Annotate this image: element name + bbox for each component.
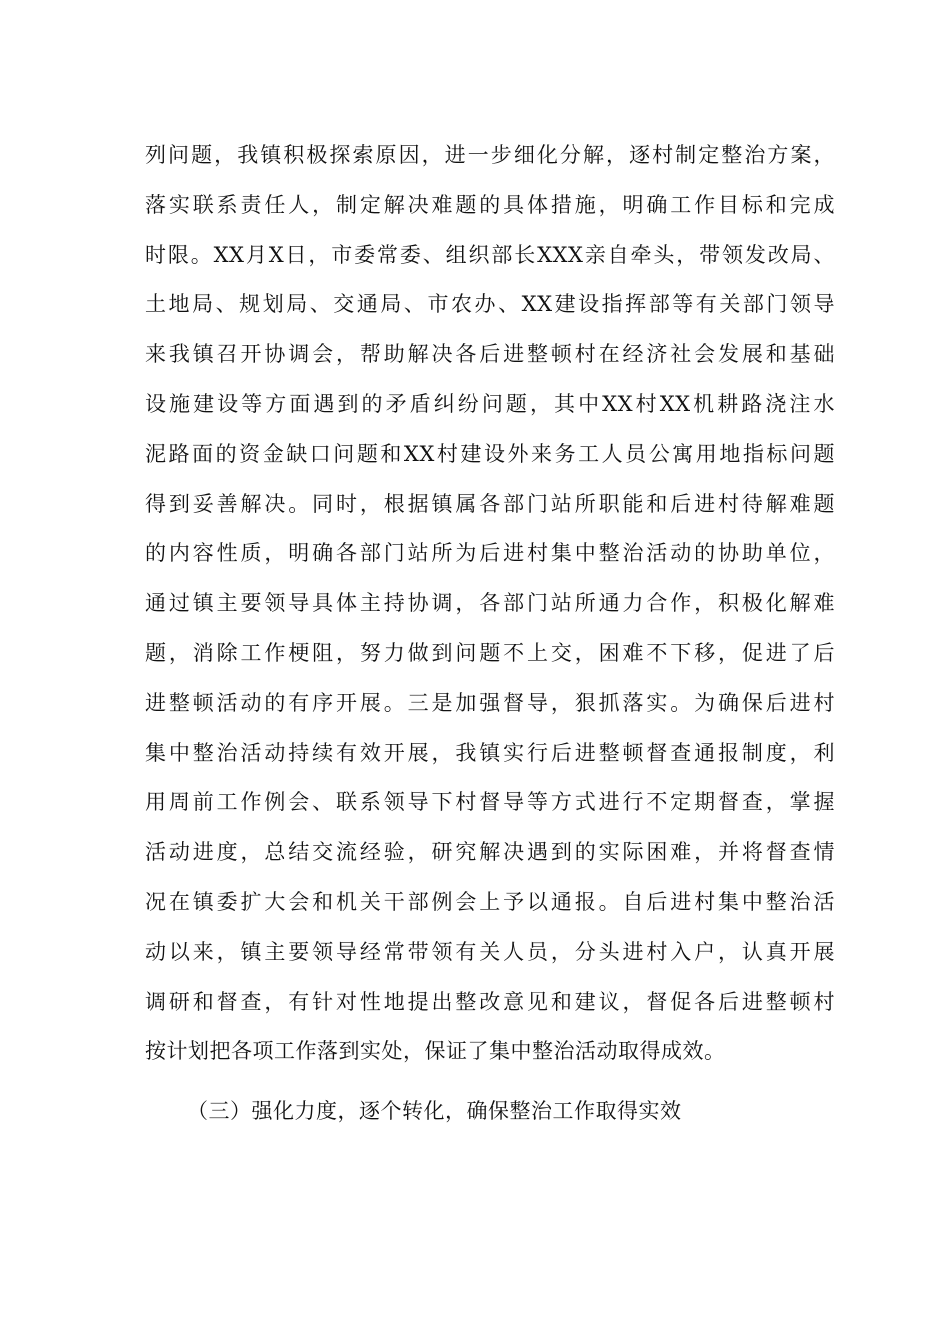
body-paragraph bbox=[145, 131, 835, 1077]
paragraph-line: 按计划把各项工作落到实处，保证了集中整治活动取得成效。 bbox=[145, 1039, 726, 1064]
paragraph-line: 土地局、规划局、交通局、市农办、XX建设指挥部等有关部门领导 bbox=[145, 292, 835, 317]
paragraph-line: 用周前工作例会、联系领导下村督导等方式进行不定期督查，掌握 bbox=[145, 790, 835, 815]
paragraph-line: 时限。XX月X日，市委常委、组织部长XXX亲自牵头，带领发改局、 bbox=[145, 242, 835, 267]
section-heading: （三）强化力度，逐个转化，确保整治工作取得实效 bbox=[187, 1099, 682, 1123]
paragraph-line: 题，消除工作梗阻，努力做到问题不上交，困难不下移，促进了后 bbox=[145, 640, 835, 665]
paragraph-line: 通过镇主要领导具体主持协调，各部门站所通力合作，积极化解难 bbox=[145, 591, 835, 616]
paragraph-line: 设施建设等方面遇到的矛盾纠纷问题，其中XX村XX机耕路浇注水 bbox=[145, 391, 835, 416]
paragraph-line: 进整顿活动的有序开展。三是加强督导，狠抓落实。为确保后进村 bbox=[145, 690, 835, 715]
paragraph-line: 活动进度，总结交流经验，研究解决遇到的实际困难，并将督查情 bbox=[145, 840, 835, 865]
paragraph-line: 来我镇召开协调会，帮助解决各后进整顿村在经济社会发展和基础 bbox=[145, 342, 835, 367]
paragraph-line: 集中整治活动持续有效开展，我镇实行后进整顿督查通报制度，利 bbox=[145, 740, 835, 765]
paragraph-line: 列问题，我镇积极探索原因，进一步细化分解，逐村制定整治方案， bbox=[145, 143, 835, 167]
paragraph-line: 落实联系责任人，制定解决难题的具体措施，明确工作目标和完成 bbox=[145, 192, 835, 217]
paragraph-line: 况在镇委扩大会和机关干部例会上予以通报。自后进村集中整治活 bbox=[145, 889, 835, 914]
paragraph-line: 得到妥善解决。同时，根据镇属各部门站所职能和后进村待解难题 bbox=[145, 491, 835, 516]
paragraph-line: 动以来，镇主要领导经常带领有关人员，分头进村入户，认真开展 bbox=[145, 939, 835, 964]
paragraph-line: 的内容性质，明确各部门站所为后进村集中整治活动的协助单位， bbox=[145, 541, 835, 566]
paragraph-line: 调研和督查，有针对性地提出整改意见和建议，督促各后进整顿村 bbox=[145, 989, 835, 1014]
paragraph-line: 泥路面的资金缺口问题和XX村建设外来务工人员公寓用地指标问题 bbox=[145, 441, 835, 466]
